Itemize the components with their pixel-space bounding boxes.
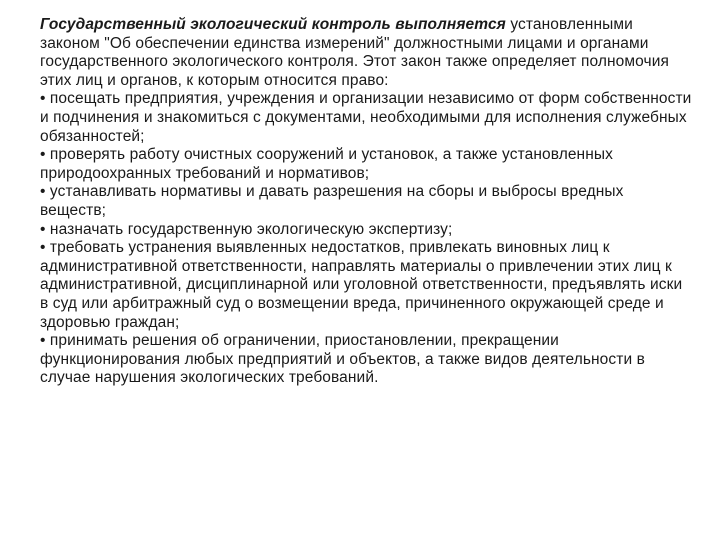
bullet-item: • проверять работу очистных сооружений и установок, а также установленных природоохранных требований и нормативов; — [40, 146, 613, 182]
bullet-item: • требовать устранения выявленных недостатков, привлекать виновных лиц к административной ответственности, направлять материалы о привлечении этих лиц к административной, дисциплинарной или уголовной ответственности, предъявлять иски в суд или арбитражный суд о возмещении вреда, причиненного окружающей среде и здоровью граждан; — [40, 239, 683, 331]
bullet-item: • посещать предприятия, учреждения и организации независимо от форм собственности и подчинения и знакомиться с документами, необходимыми для исполнения служебных обязанностей; — [40, 90, 692, 145]
body-text — [40, 16, 692, 388]
intro-text: установленными законом "Об обеспечении единства измерений" должностными лицами и органами государственного экологического контроля. Этот закон также определяет полномочия этих лиц и органов, к которым относится право: — [40, 16, 669, 89]
bullet-item: • назначать государственную экологическую экспертизу; — [40, 220, 453, 238]
bullet-item: • принимать решения об ограничении, приостановлении, прекращении функционирования любых предприятий и объектов, а также видов деятельности в случае нарушения экологических требований. — [40, 332, 645, 387]
bullet-item: • устанавливать нормативы и давать разрешения на сборы и выбросы вредных веществ; — [40, 183, 624, 219]
intro-paragraph — [40, 16, 692, 90]
intro-bold-lead: Государственный экологический контроль выполняется — [40, 16, 506, 33]
